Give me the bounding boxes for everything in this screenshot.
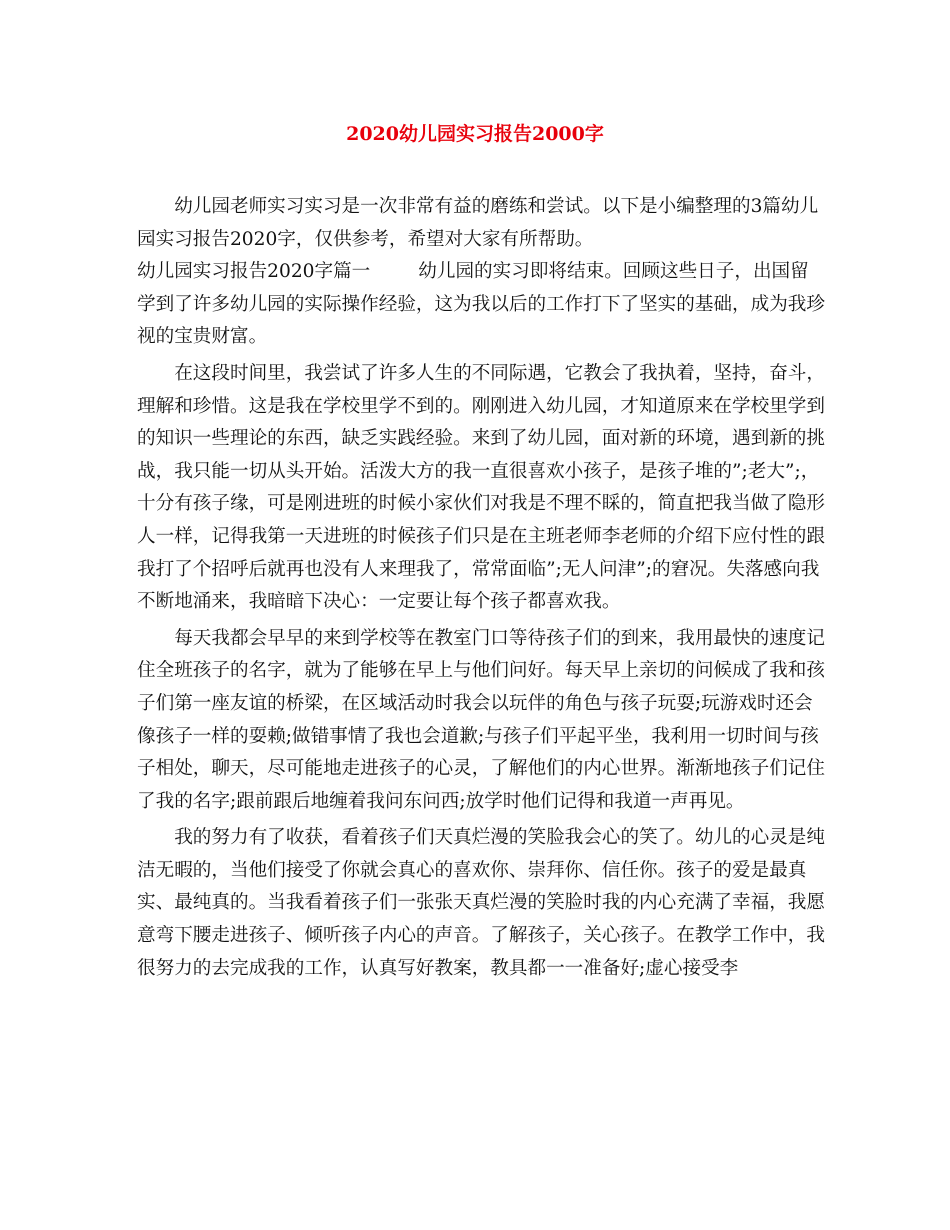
section-lead: 幼儿园的实习即将结束。回顾这些日子，出国留学到了许多幼儿园的实际操作经验，这为我以后的工作打下了坚实的基础，成为我珍视的宝贵财富。 bbox=[137, 261, 825, 348]
section-paragraph bbox=[137, 256, 827, 354]
document-title: 2020幼儿园实习报告2000字 bbox=[346, 123, 604, 145]
section-heading: 幼儿园实习报告2020字篇一 bbox=[137, 261, 371, 283]
body-paragraph-1: 在这段时间里，我尝试了许多人生的不同际遇，它教会了我执着，坚持，奋斗，理解和珍惜。这是我在学校里学不到的。刚刚进入幼儿园，才知道原来在学校里学到的知识一些理论的东西，缺乏实践经验。来到了幼儿园，面对新的环境，遇到新的挑战，我只能一切从头开始。活泼大方的我一直很喜欢小孩子，是孩子堆的”;老大”;，十分有孩子缘，可是刚进班的时候小家伙们对我是不理不睬的，简直把我当做了隐形人一样，记得我第一天进班的时候孩子们只是在主班老师李老师的介绍下应付性的跟我打了个招呼后就再也没有人来理我了，常常面临”;无人问津”;的窘况。失落感向我不断地涌来，我暗暗下决心：一定要让每个孩子都喜欢我。 bbox=[137, 362, 825, 613]
document-body bbox=[137, 191, 827, 985]
body-paragraph-2: 每天我都会早早的来到学校等在教室门口等待孩子们的到来，我用最快的速度记住全班孩子的名字，就为了能够在早上与他们问好。每天早上亲切的问候成了我和孩子们第一座友谊的桥梁，在区域活动时我会以玩伴的角色与孩子玩耍;玩游戏时还会像孩子一样的耍赖;做错事情了我也会道歉;与孩子们平起平坐，我利用一切时间与孩子相处，聊天，尽可能地走进孩子的心灵，了解他们的内心世界。渐渐地孩子们记住了我的名字;跟前跟后地缠着我问东问西;放学时他们记得和我道一声再见。 bbox=[137, 627, 825, 812]
body-paragraph-3: 我的努力有了收获，看着孩子们天真烂漫的笑脸我会心的笑了。幼儿的心灵是纯洁无暇的，当他们接受了你就会真心的喜欢你、崇拜你、信任你。孩子的爱是最真实、最纯真的。当我看着孩子们一张张天真烂漫的笑脸时我的内心充满了幸福，我愿意弯下腰走进孩子、倾听孩子内心的声音。了解孩子，关心孩子。在教学工作中，我很努力的去完成我的工作，认真写好教案，教具都一一准备好;虚心接受李 bbox=[137, 827, 825, 979]
intro-paragraph: 幼儿园老师实习实习是一次非常有益的磨练和尝试。以下是小编整理的3篇幼儿园实习报告2020字，仅供参考，希望对大家有所帮助。 bbox=[137, 196, 819, 250]
